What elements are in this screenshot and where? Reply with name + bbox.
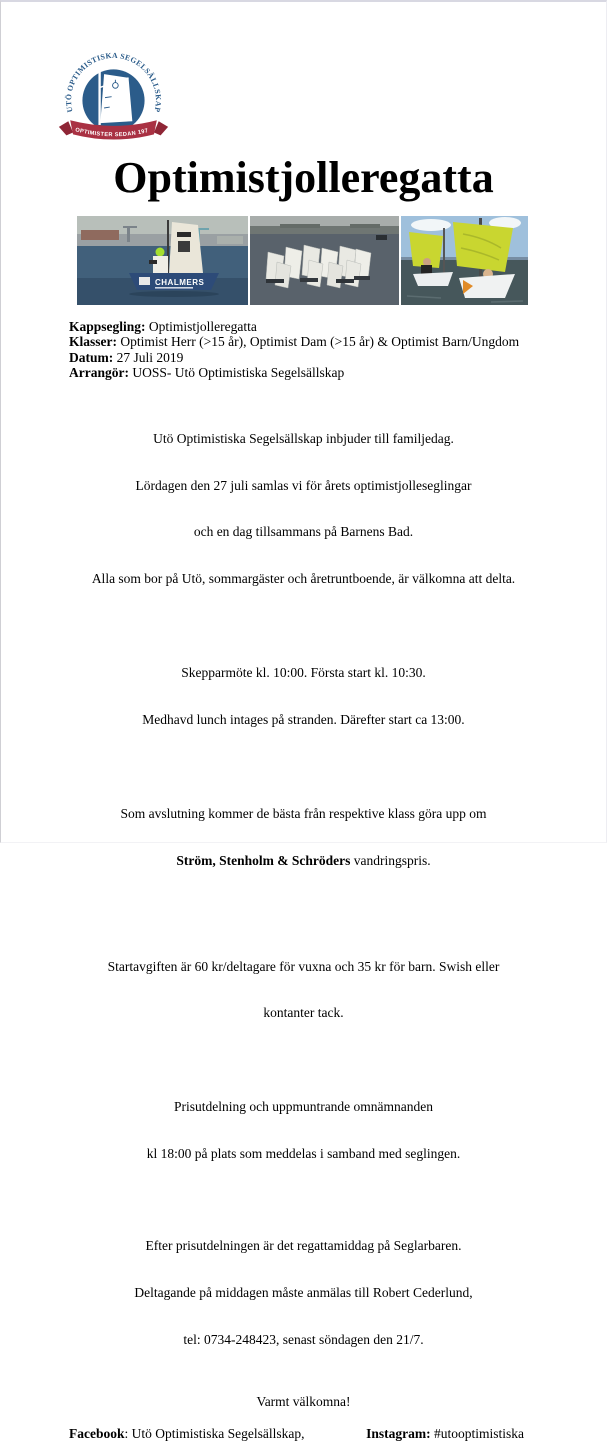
hull-brand-text: CHALMERS	[155, 278, 205, 287]
club-logo-badge	[57, 38, 170, 146]
body-line: Alla som bor på Utö, sommargäster och åretruntboende, är välkomna att delta.	[91, 571, 516, 587]
body-line: Lördagen den 27 juli samlas vi för årets optimistjolleseglingar	[135, 477, 472, 493]
body-line: Deltagande på middagen måste anmälas till Robert Cederlund,	[134, 1284, 473, 1300]
body-line: Medhavd lunch intages på stranden. Därefter start ca 13:00.	[142, 711, 465, 727]
paragraph-dinner	[1, 1207, 606, 1379]
body-line: Prisutdelning och uppmuntrande omnämnanden	[173, 1099, 434, 1115]
body-line: kontanter tack.	[263, 1005, 344, 1021]
detail-value: Optimist Herr (>15 år), Optimist Dam (>15 år) & Optimist Barn/Ungdom	[117, 334, 520, 350]
detail-label: Arrangör:	[69, 365, 129, 381]
detail-label: Kappsegling:	[69, 319, 146, 334]
body-line: Skepparmöte kl. 10:00. Första start kl. 10:30.	[181, 665, 426, 681]
instagram-label: Instagram:	[366, 1426, 431, 1442]
instagram-value: #utooptimistiska	[430, 1426, 524, 1442]
detail-value: 27 Juli 2019	[113, 349, 184, 365]
facebook-line	[69, 1426, 305, 1442]
body-line	[1, 853, 606, 869]
right-yellow-boat	[453, 218, 515, 298]
body-line: tel: 0734-248423, senast söndagen den 21/7.	[183, 1331, 424, 1347]
trophy-rest: vandringspris.	[350, 852, 431, 868]
paragraph-welcome: Varmt välkomna!	[256, 1394, 351, 1410]
detail-value: UOSS- Utö Optimistiska Segelsällskap	[128, 365, 345, 381]
photo-single-optimist	[77, 216, 248, 305]
club-logo	[57, 38, 170, 146]
detail-label: Datum:	[69, 349, 114, 365]
paragraph-prizes	[1, 1068, 606, 1193]
body-line: och en dag tillsammans på Barnens Bad.	[193, 524, 414, 540]
detail-label: Klasser:	[69, 334, 117, 350]
body-line: kl 18:00 på plats som meddelas i samband med seglingen.	[146, 1146, 461, 1162]
photo-yellow-sail-optimists	[401, 216, 528, 305]
instagram-line	[366, 1426, 524, 1442]
detail-kappsegling	[69, 319, 606, 334]
paragraph-schedule	[1, 634, 606, 759]
body-line: Efter prisutdelningen är det regattamiddag på Seglarbaren.	[145, 1238, 462, 1254]
facebook-label: Facebook	[69, 1426, 125, 1442]
paragraph-fee	[1, 927, 606, 1052]
body-line: Startavgiften är 60 kr/deltagare för vuxna och 35 kr för barn. Swish eller	[107, 958, 500, 974]
poster-title: Optimistjolleregatta	[113, 153, 494, 202]
body-line: Som avslutning kommer de bästa från respektive klass göra upp om	[120, 805, 487, 821]
body-line: Utö Optimistiska Segelsällskap inbjuder till familjedag.	[153, 430, 454, 446]
poster-footer	[69, 1426, 524, 1442]
detail-klasser	[69, 334, 606, 349]
facebook-value: : Utö Optimistiska Segelsällskap,	[124, 1426, 305, 1442]
photo-optimist-fleet	[250, 216, 399, 305]
paragraph-invitation	[1, 400, 606, 618]
logo-ribbon-text: OPTIMISTER SEDAN 197	[74, 127, 150, 139]
paragraph-trophy	[1, 775, 606, 900]
trophy-names: Ström, Stenholm & Schröders	[176, 852, 351, 868]
detail-value: Optimistjolleregatta	[145, 319, 257, 334]
logo-arc-text: UTÖ OPTIMISTISKA SEGELSÄLLSKAP	[64, 50, 163, 114]
poster-body	[1, 400, 606, 1410]
event-details	[69, 319, 606, 381]
detail-arrangor	[69, 365, 606, 380]
detail-datum	[69, 350, 606, 365]
photo-strip	[77, 216, 530, 305]
